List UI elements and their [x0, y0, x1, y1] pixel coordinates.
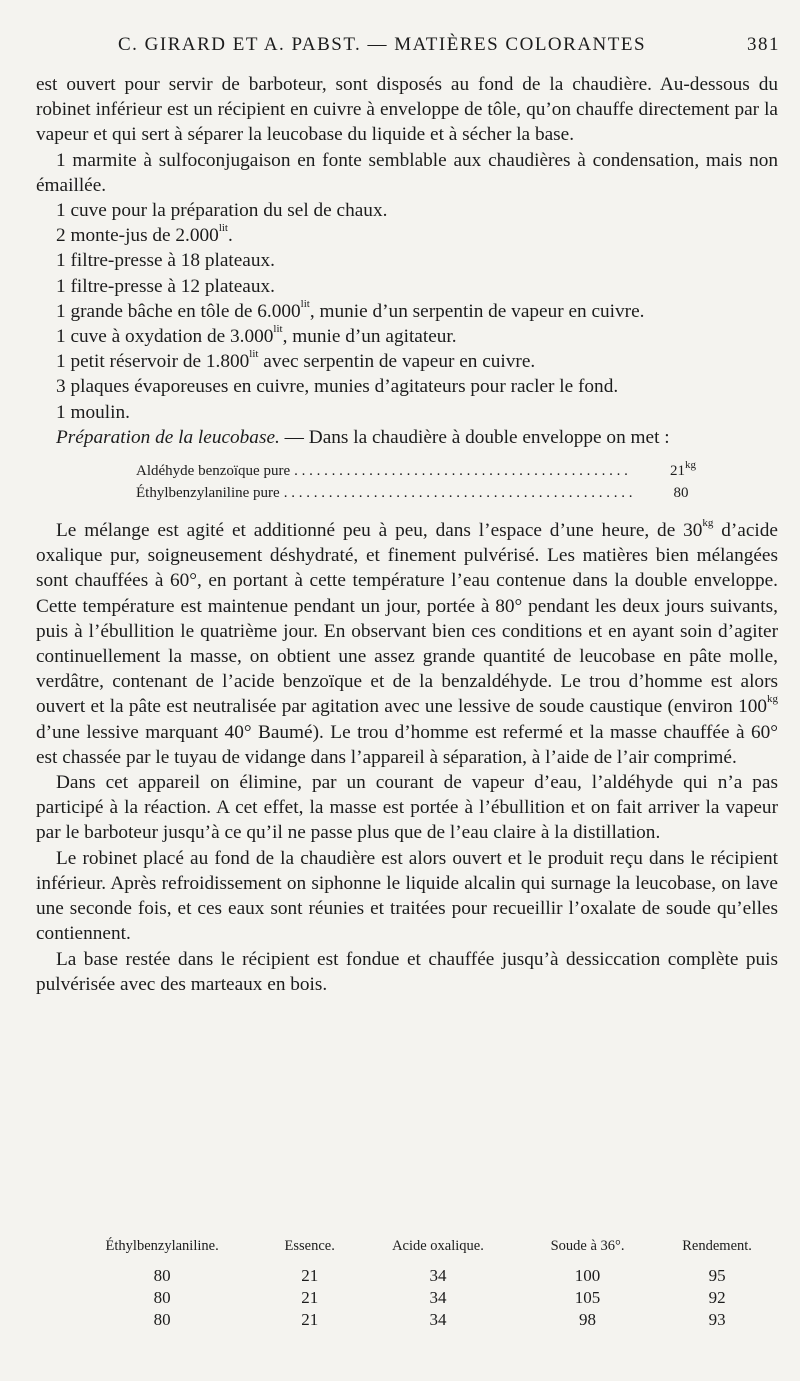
column-header: Soude à 36°.: [550, 1238, 625, 1254]
running-header: [0, 30, 800, 58]
table-row: 80 21 34 105 92: [153, 1288, 726, 1307]
column-header: Éthylbenzylaniline.: [105, 1238, 219, 1254]
equipment-item: 1 filtre-presse à 12 plateaux.: [56, 275, 275, 297]
paragraph-intro: est ouvert pour servir de barboteur, sont disposés au fond de la chaudière. Au-dessous du robinet inférieur est un récipient en cuivre à enveloppe de tôle, qu’on chauffe directement par la vapeur et qui sert à séparer la leucobase du liquide et à sécher la base.: [36, 74, 778, 146]
column-header: Acide oxalique.: [392, 1238, 484, 1254]
ingredient-row: Éthylbenzylaniline pure . . . 80: [136, 482, 696, 504]
equipment-item: 2 monte-jus de $2.000^{lit}$.: [56, 222, 233, 247]
running-title: C. GIRARD ET A. PABST. — MATIÈRES COLORANTES: [118, 34, 647, 55]
paragraph-mixing: Le mélange est agité et additionné peu à peu, dans l’espace d’une heure, de $30^{kg}$ d’acide oxalique pur, soigneusement déshydraté, et finement pulvérisé. Les matières bien mélangées sont chauffées à 60°, en portant à cette température l’eau contenue dans la double enveloppe. Cette température est maintenue pendant un jour, portée à 80° pendant les deux jours suivants, puis à l’ébullition le quatrième jour. En observant bien ces conditions et en ayant soin d’agiter continuellement la masse, on obtient une assez grande quantité de leucobase en pâte molle, verdâtre, contenant de l’acide benzoïque et de la benzaldéhyde. Le trou d’homme est alors ouvert et la pâte est neutralisée par agitation avec une lessive de soude caustique (environ $100^{kg}$ d’une lessive marquant 40° Baumé). Le trou d’homme est refermé et la masse chauffée à 60° est chassée par le tuyau de vidange dans l’appareil à séparation, à l’aide de l’air comprimé.: [36, 517, 778, 768]
column-header: Rendement.: [682, 1238, 752, 1254]
leader-dots: [294, 460, 632, 482]
section-heading: Préparation de la leucobase.: [56, 426, 280, 448]
paragraph-distillation: Dans cet appareil on élimine, par un courant de vapeur d’eau, l’aldéhyde qui n’a pas participé à la réaction. A cet effet, la masse est portée à l’ébullition et on fait arriver la vapeur par le barboteur jusqu’à ce qu’il ne passe plus que de l’eau claire à la distillation.: [36, 772, 778, 844]
page-number: 381: [747, 34, 780, 55]
equipment-item: 1 cuve pour la préparation du sel de chaux.: [56, 200, 388, 222]
equipment-item: 1 grande bâche en tôle de $6.000^{lit}$, munie d’un serpentin de vapeur en cuivre.: [56, 297, 645, 322]
equipment-item: 1 filtre-presse à 18 plateaux.: [56, 250, 275, 272]
leader-dots: [284, 482, 632, 504]
table-header-row: [60, 1238, 780, 1265]
equipment-item: 1 cuve à oxydation de $3.000^{lit}$, munie d’un agitateur.: [56, 323, 457, 348]
paragraph-marmite: 1 marmite à sulfoconjugaison en fonte semblable aux chaudières à condensation, mais non émaillée.: [36, 149, 778, 196]
equipment-list: [36, 198, 778, 425]
ingredients-list: [136, 460, 696, 504]
equipment-item: 1 moulin.: [56, 401, 130, 423]
table-row: 80 21 34 98 93: [153, 1310, 726, 1329]
paragraph-drying: La base restée dans le récipient est fondue et chauffée jusqu’à dessiccation complète puis pulvérisée avec des marteaux en bois.: [36, 948, 778, 995]
equipment-item: 1 petit réservoir de $1.800^{lit}$ avec serpentin de vapeur en cuivre.: [56, 348, 536, 373]
yield-table: [60, 1238, 780, 1331]
column-header: Essence.: [284, 1238, 335, 1254]
table-row: 80 21 34 100 95: [153, 1266, 726, 1285]
ingredient-row: Aldéhyde benzoïque pure . . . $21^{kg}$: [136, 460, 696, 482]
equipment-item: 3 plaques évaporeuses en cuivre, munies d’agitateurs pour racler le fond.: [56, 376, 619, 398]
preparation-paragraph: Préparation de la leucobase. — Dans la chaudière à double enveloppe on met :: [56, 426, 670, 448]
page-body: [36, 72, 778, 997]
paragraph-washing: Le robinet placé au fond de la chaudière est alors ouvert et le produit reçu dans le récipient inférieur. Après refroidissement on siphonne le liquide alcalin qui surnage la leucobase, on lave une seconde fois, et ces eaux sont réunies et traitées pour recueillir l’oxalate de soude qu’elles contiennent.: [36, 847, 778, 945]
